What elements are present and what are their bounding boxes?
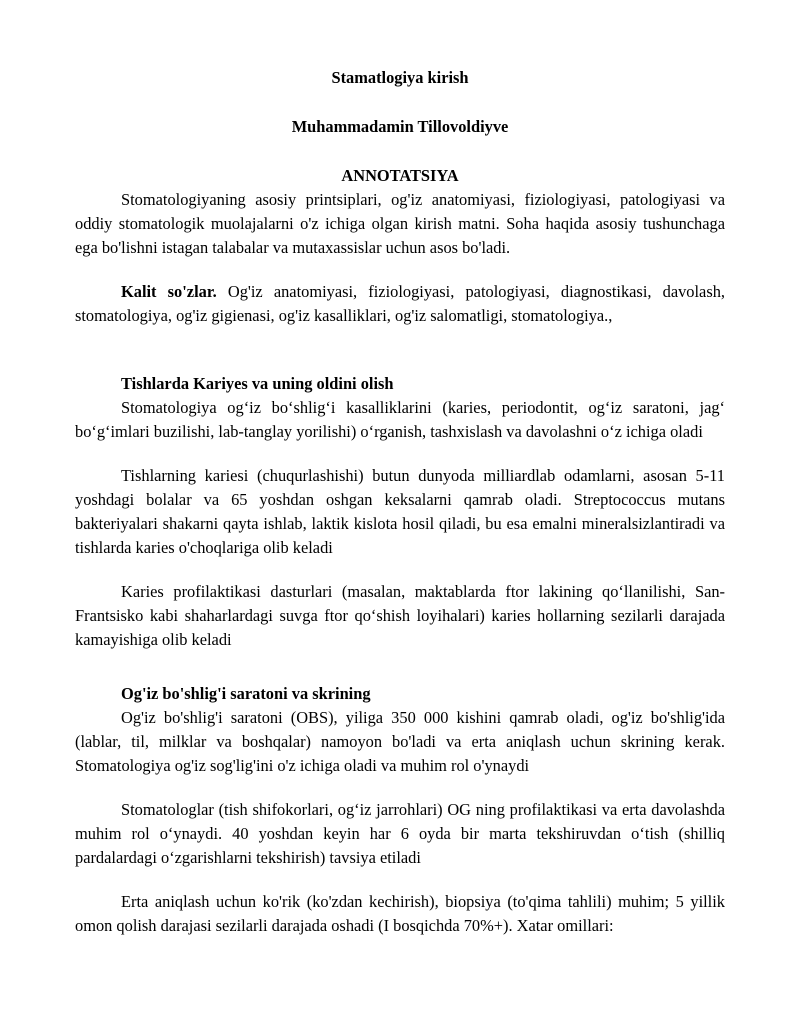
keywords-paragraph [75, 280, 725, 328]
section-caries-paragraph-1: Stomatologiya og‘iz bo‘shlig‘i kasalliklarini (karies, periodontit, og‘iz saratoni, jag‘ bo‘g‘imlari buzilishi, lab-tanglay yorilishi) o‘rganish, tashxislash va davolashni o‘z ichiga oladi [75, 398, 725, 441]
section-caries-paragraph-2: Tishlarning kariesi (chuqurlashishi) butun dunyoda milliardlab odamlarni, asosan 5-11 yoshdagi bolalar va 65 yoshdan oshgan keksalarni qamrab oladi. Streptococcus mutans bakteriyalari shakarni qayta ishlab, laktik kislota hosil qiladi, bu esa emalni mineralsizlantiradi va tishlarda karies o'choqlariga olib keladi [75, 466, 725, 557]
annotation-heading: ANNOTATSIYA [341, 166, 459, 185]
author-name: Muhammadamin Tillovoldiyve [291, 117, 509, 136]
section-heading-oral-cancer: Og'iz bo'shlig'i saratoni va skrining [121, 684, 371, 703]
section-oral-cancer-paragraph-1: Og'iz bo'shlig'i saratoni (OBS), yiliga 350 000 kishini qamrab oladi, og'iz bo'shlig'ida (lablar, til, milklar va boshqalar) namoyon bo'ladi va erta aniqlash uchun skrining kerak. Stomatologiya og'iz sog'lig'ini o'z ichiga oladi va muhim rol o'ynaydi [75, 708, 725, 775]
section-heading-caries: Tishlarda Kariyes va uning oldini olish [121, 374, 394, 393]
section-caries-paragraph-3: Karies profilaktikasi dasturlari (masalan, maktablarda ftor lakining qo‘llanilishi, San-Frantsisko kabi shaharlardagi suvga ftor qo‘shish loyihalari) karies hollarning sezilarli darajada kamayishiga olib keladi [75, 582, 725, 649]
keywords-text: Og'iz anatomiyasi, fiziologiyasi, patologiyasi, diagnostikasi, davolash, stomatologiya, og'iz gigienasi, og'iz kasalliklari, og'iz salomatligi, stomatologiya., [75, 282, 725, 325]
section-oral-cancer-paragraph-3: Erta aniqlash uchun ko'rik (ko'zdan kechirish), biopsiya (to'qima tahlili) muhim; 5 yillik omon qolish darajasi sezilarli darajada oshadi (I bosqichda 70%+). Xatar omillari: [75, 892, 725, 935]
document-title: Stamatlogiya kirish [331, 68, 469, 87]
section-oral-cancer-paragraph-2: Stomatologlar (tish shifokorlari, og‘iz jarrohlari) OG ning profilaktikasi va erta davolashda muhim rol o‘ynaydi. 40 yoshdan keyin har 6 oyda bir marta tekshiruvdan o‘tish (shilliq pardalardagi o‘zgarishlarni tekshirish) tavsiya etiladi [75, 800, 725, 867]
keywords-label: Kalit so'zlar. [121, 282, 217, 301]
annotation-text: Stomatologiyaning asosiy printsiplari, og'iz anatomiyasi, fiziologiyasi, patologiyasi va oddiy stomatologik muolajalarni o'z ichiga olgan kirish matni. Soha haqida asosiy tushunchaga ega bo'lishni istagan talabalar va mutaxassislar uchun asos bo'ladi. [75, 190, 725, 257]
document-page [75, 62, 725, 938]
